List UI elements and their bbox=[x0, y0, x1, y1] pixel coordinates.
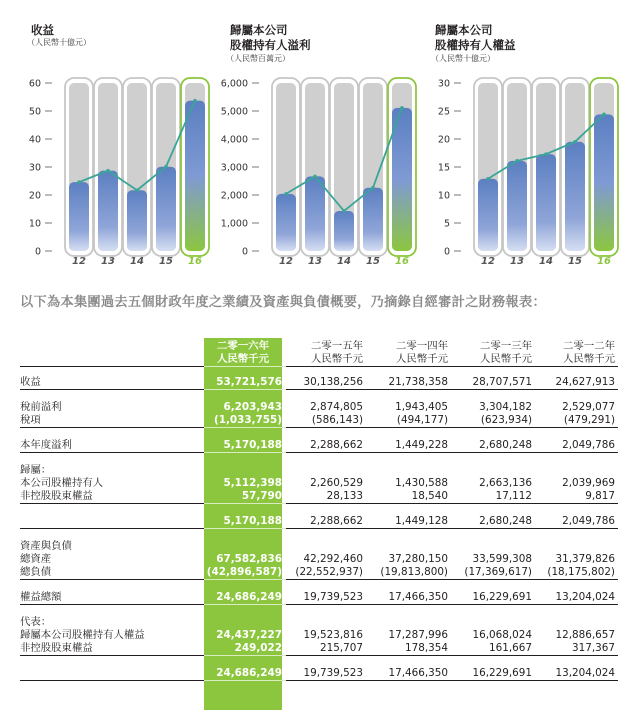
trend-point bbox=[371, 186, 375, 190]
spacer-cell bbox=[535, 580, 618, 592]
y-tick-label: 60 bbox=[28, 78, 41, 90]
spacer-cell bbox=[451, 656, 535, 668]
value-cell: 16,229,691 bbox=[472, 591, 532, 603]
spacer-cell bbox=[366, 529, 451, 541]
value-cell bbox=[204, 540, 286, 553]
x-tick-label: 16 bbox=[395, 256, 409, 267]
spacer-cell bbox=[535, 367, 618, 377]
spacer-cell bbox=[366, 580, 451, 592]
chart-plot bbox=[205, 0, 415, 275]
value-cell: 1,449,128 bbox=[395, 515, 448, 527]
value-cell: 18,540 bbox=[411, 490, 448, 502]
spacer-cell bbox=[451, 367, 535, 377]
spacer-cell bbox=[286, 580, 366, 592]
spacer-cell bbox=[204, 529, 286, 541]
y-tick-label: 15 bbox=[437, 162, 450, 174]
value-cell: 6,203,943 bbox=[223, 401, 282, 413]
spacer-cell bbox=[20, 428, 204, 440]
spacer-cell bbox=[204, 504, 286, 516]
trend-point bbox=[106, 169, 110, 173]
bar-13 bbox=[98, 171, 118, 251]
table-row bbox=[20, 540, 618, 553]
spacer-cell bbox=[286, 656, 366, 668]
value-cell: 17,287,996 bbox=[388, 629, 448, 641]
value-cell: (22,552,937) bbox=[295, 566, 363, 578]
trend-point bbox=[544, 152, 548, 156]
spacer-cell bbox=[535, 504, 618, 516]
y-tick-label: 0 bbox=[241, 246, 248, 258]
y-tick-label: 3,000 bbox=[220, 162, 248, 174]
column-year: 二零一五年 bbox=[311, 340, 363, 352]
value-cell: 2,529,077 bbox=[562, 401, 615, 413]
spacer-cell bbox=[535, 390, 618, 402]
chart-plot bbox=[412, 0, 627, 275]
header-blank bbox=[20, 338, 204, 367]
x-tick-label: 12 bbox=[72, 256, 86, 267]
column-header bbox=[286, 338, 366, 367]
spacer-cell bbox=[286, 453, 366, 465]
intro-paragraph: 以下為本集團過去五個財政年度之業績及資產與負債概要，乃摘錄自經審計之財務報表： bbox=[20, 295, 547, 310]
spacer-cell bbox=[204, 367, 286, 377]
value-cell: 24,437,227 bbox=[216, 629, 282, 641]
row-label bbox=[20, 667, 204, 681]
value-cell: 24,686,249 bbox=[204, 667, 286, 681]
bar-12 bbox=[69, 182, 89, 251]
value-cell: 28,707,571 bbox=[472, 376, 532, 388]
value-cell: 317,367 bbox=[572, 642, 615, 654]
trend-point bbox=[313, 175, 317, 179]
column-unit: 人民幣千元 bbox=[396, 353, 448, 365]
table-header-row bbox=[20, 338, 618, 367]
table-row bbox=[20, 616, 618, 629]
value-cell: 5,170,188 bbox=[223, 515, 282, 527]
value-cell: 2,663,136 bbox=[479, 477, 532, 489]
row-label: 稅項 bbox=[20, 414, 41, 426]
spacer-cell bbox=[366, 656, 451, 668]
spacer-cell bbox=[451, 605, 535, 617]
row-label: 資產與負債 bbox=[20, 540, 72, 552]
value-cell bbox=[535, 540, 618, 553]
bar-13 bbox=[507, 161, 527, 251]
trend-point bbox=[486, 177, 490, 181]
bar-16 bbox=[594, 114, 614, 251]
value-cell bbox=[535, 464, 618, 477]
value-cell bbox=[451, 464, 535, 477]
bar-12 bbox=[478, 179, 498, 251]
value-cell: 16,068,024 bbox=[472, 629, 532, 641]
column-header bbox=[366, 338, 451, 367]
spacer-row bbox=[20, 453, 618, 465]
value-cell: 1,943,405 bbox=[395, 401, 448, 413]
spacer-row bbox=[20, 529, 618, 541]
column-unit: 人民幣千元 bbox=[480, 353, 532, 365]
table-row bbox=[20, 414, 618, 428]
chart-unit: （人民幣十億元） bbox=[431, 54, 495, 63]
x-tick-label: 14 bbox=[539, 256, 553, 267]
y-tick-label: 10 bbox=[437, 190, 450, 202]
column-year: 二零一二年 bbox=[563, 340, 615, 352]
spacer-cell bbox=[451, 428, 535, 440]
bar-15 bbox=[156, 167, 176, 251]
value-cell: 2,288,662 bbox=[310, 439, 363, 451]
row-label: 總負債 bbox=[20, 566, 52, 578]
spacer-row bbox=[20, 605, 618, 617]
table-row bbox=[20, 439, 618, 453]
value-cell: 17,466,350 bbox=[388, 591, 448, 603]
trend-point bbox=[193, 99, 197, 103]
column-year: 二零一四年 bbox=[396, 340, 448, 352]
column-unit: 人民幣千元 bbox=[563, 353, 615, 365]
value-cell: 2,260,529 bbox=[310, 477, 363, 489]
value-cell: (19,813,800) bbox=[380, 566, 448, 578]
column-year: 二零一三年 bbox=[480, 340, 532, 352]
spacer-cell bbox=[535, 529, 618, 541]
bar-14 bbox=[127, 190, 147, 251]
row-label: 本公司股權持有人 bbox=[20, 477, 104, 489]
x-tick-label: 14 bbox=[130, 256, 144, 267]
bar-15 bbox=[363, 188, 383, 251]
table-row bbox=[20, 553, 618, 566]
trend-point bbox=[573, 140, 577, 144]
trend-point bbox=[284, 192, 288, 196]
spacer-cell bbox=[204, 390, 286, 402]
spacer-row bbox=[20, 367, 618, 377]
spacer-cell bbox=[535, 428, 618, 440]
spacer-cell bbox=[366, 453, 451, 465]
value-cell bbox=[451, 616, 535, 629]
spacer-cell bbox=[451, 529, 535, 541]
chart-title: 歸屬本公司 股權持有人溢利 bbox=[230, 23, 311, 52]
row-label: 收益 bbox=[20, 376, 41, 388]
value-cell: 19,739,523 bbox=[286, 667, 366, 681]
value-cell: 67,582,836 bbox=[216, 553, 282, 565]
table-row bbox=[20, 464, 618, 477]
y-tick-label: 40 bbox=[28, 134, 41, 146]
x-tick-label: 15 bbox=[159, 256, 173, 267]
row-label: 代表： bbox=[20, 616, 52, 628]
column-unit: 人民幣千元 bbox=[217, 353, 269, 365]
x-tick-label: 12 bbox=[481, 256, 495, 267]
x-tick-label: 16 bbox=[597, 256, 611, 267]
spacer-cell bbox=[366, 367, 451, 377]
value-cell: (18,175,802) bbox=[547, 566, 615, 578]
row-label: 非控股股東權益 bbox=[20, 642, 93, 654]
value-cell: (42,896,587) bbox=[206, 566, 282, 578]
value-cell: 2,049,786 bbox=[562, 515, 615, 527]
table-row bbox=[20, 566, 618, 580]
value-cell: (494,177) bbox=[396, 414, 448, 426]
column-header bbox=[204, 338, 286, 367]
row-label: 總資產 bbox=[20, 553, 52, 565]
value-cell bbox=[286, 540, 366, 553]
y-tick-label: 5 bbox=[443, 218, 450, 230]
spacer-cell bbox=[286, 529, 366, 541]
x-tick-label: 16 bbox=[188, 256, 202, 267]
table-row bbox=[20, 642, 618, 656]
trend-point bbox=[602, 113, 606, 117]
chart-unit: （人民幣百萬元） bbox=[226, 54, 290, 63]
bar-12 bbox=[276, 194, 296, 251]
value-cell: 12,886,657 bbox=[555, 629, 615, 641]
y-tick-label: 50 bbox=[28, 106, 41, 118]
y-tick-label: 4,000 bbox=[220, 134, 248, 146]
chart-title: 歸屬本公司 股權持有人權益 bbox=[435, 23, 516, 52]
value-cell: 17,466,350 bbox=[366, 667, 451, 681]
y-tick-label: 20 bbox=[437, 134, 450, 146]
table-row bbox=[20, 376, 618, 390]
spacer-cell bbox=[366, 390, 451, 402]
value-cell: (586,143) bbox=[311, 414, 363, 426]
value-cell bbox=[286, 616, 366, 629]
bar-14 bbox=[536, 154, 556, 251]
spacer-cell bbox=[204, 656, 286, 668]
spacer-cell bbox=[286, 390, 366, 402]
trend-point bbox=[77, 180, 81, 184]
value-cell: 28,133 bbox=[326, 490, 363, 502]
value-cell: 19,523,816 bbox=[303, 629, 363, 641]
value-cell: 24,627,913 bbox=[555, 376, 615, 388]
spacer-cell bbox=[366, 504, 451, 516]
column-header bbox=[451, 338, 535, 367]
x-tick-label: 15 bbox=[366, 256, 380, 267]
value-cell: 42,292,460 bbox=[303, 553, 363, 565]
column-header bbox=[535, 338, 618, 367]
spacer-cell bbox=[204, 428, 286, 440]
chart-plot bbox=[0, 0, 210, 275]
spacer-cell bbox=[535, 453, 618, 465]
chart-profit bbox=[205, 0, 415, 275]
bar-14 bbox=[334, 211, 354, 251]
column-unit: 人民幣千元 bbox=[311, 353, 363, 365]
bar-13 bbox=[305, 176, 325, 251]
value-cell: 17,112 bbox=[495, 490, 532, 502]
y-tick-label: 6,000 bbox=[220, 78, 248, 90]
x-tick-label: 13 bbox=[308, 256, 322, 267]
value-cell: 1,430,588 bbox=[395, 477, 448, 489]
value-cell: 30,138,256 bbox=[303, 376, 363, 388]
value-cell: 53,721,576 bbox=[216, 376, 282, 388]
value-cell: 5,112,398 bbox=[223, 477, 282, 489]
spacer-cell bbox=[286, 428, 366, 440]
value-cell: 2,874,805 bbox=[310, 401, 363, 413]
value-cell: (479,291) bbox=[563, 414, 615, 426]
spacer-row bbox=[20, 580, 618, 592]
table-row bbox=[20, 591, 618, 605]
y-tick-label: 30 bbox=[28, 162, 41, 174]
spacer-cell bbox=[20, 605, 204, 617]
spacer-cell bbox=[20, 390, 204, 402]
spacer-cell bbox=[286, 367, 366, 377]
value-cell: 16,229,691 bbox=[451, 667, 535, 681]
spacer-cell bbox=[20, 453, 204, 465]
spacer-cell bbox=[451, 580, 535, 592]
value-cell: 37,280,150 bbox=[388, 553, 448, 565]
spacer-cell bbox=[535, 656, 618, 668]
spacer-cell bbox=[20, 529, 204, 541]
row-label: 稅前溢利 bbox=[20, 401, 62, 413]
value-cell bbox=[204, 616, 286, 629]
spacer-cell bbox=[204, 605, 286, 617]
value-cell bbox=[366, 464, 451, 477]
value-cell: 21,738,358 bbox=[388, 376, 448, 388]
table-row bbox=[20, 629, 618, 642]
spacer-cell bbox=[286, 504, 366, 516]
bar-16 bbox=[185, 101, 205, 251]
column-year: 二零一六年 bbox=[217, 340, 269, 352]
table-row bbox=[20, 490, 618, 504]
spacer-row bbox=[20, 390, 618, 402]
spacer-cell bbox=[451, 453, 535, 465]
spacer-cell bbox=[20, 504, 204, 516]
value-cell: 5,170,188 bbox=[223, 439, 282, 451]
row-label: 權益總額 bbox=[20, 591, 62, 603]
y-tick-label: 2,000 bbox=[220, 190, 248, 202]
value-cell: 57,790 bbox=[241, 490, 282, 502]
row-label: 本年度溢利 bbox=[20, 439, 72, 451]
spacer-cell bbox=[286, 605, 366, 617]
y-tick-label: 30 bbox=[437, 78, 450, 90]
value-cell: 24,686,249 bbox=[216, 591, 282, 603]
value-cell: 2,680,248 bbox=[479, 515, 532, 527]
value-cell bbox=[535, 616, 618, 629]
y-tick-label: 0 bbox=[443, 246, 450, 258]
value-cell: 178,354 bbox=[405, 642, 448, 654]
value-cell bbox=[366, 616, 451, 629]
table-row bbox=[20, 401, 618, 414]
trend-point bbox=[164, 165, 168, 169]
y-tick-label: 20 bbox=[28, 190, 41, 202]
bar-15 bbox=[565, 142, 585, 251]
trend-point bbox=[515, 159, 519, 163]
x-tick-label: 13 bbox=[101, 256, 115, 267]
spacer-row bbox=[20, 504, 618, 516]
x-tick-label: 14 bbox=[337, 256, 351, 267]
trend-point bbox=[400, 106, 404, 110]
value-cell bbox=[286, 464, 366, 477]
value-cell: 33,599,308 bbox=[472, 553, 532, 565]
value-cell: 3,304,182 bbox=[479, 401, 532, 413]
value-cell: 19,739,523 bbox=[303, 591, 363, 603]
value-cell: (623,934) bbox=[480, 414, 532, 426]
spacer-cell bbox=[204, 453, 286, 465]
y-tick-label: 1,000 bbox=[220, 218, 248, 230]
spacer-cell bbox=[20, 367, 204, 377]
table-row bbox=[20, 477, 618, 490]
y-tick-label: 25 bbox=[437, 106, 450, 118]
spacer-cell bbox=[366, 428, 451, 440]
y-tick-label: 0 bbox=[34, 246, 41, 258]
chart-unit: （人民幣十億元） bbox=[27, 38, 91, 47]
value-cell: 161,667 bbox=[489, 642, 532, 654]
row-label: 非控股股東權益 bbox=[20, 490, 93, 502]
spacer-row bbox=[20, 428, 618, 440]
value-cell bbox=[204, 464, 286, 477]
table-row bbox=[20, 515, 618, 529]
table-row bbox=[20, 667, 618, 681]
spacer-cell bbox=[451, 390, 535, 402]
x-tick-label: 12 bbox=[279, 256, 293, 267]
value-cell: 2,039,969 bbox=[562, 477, 615, 489]
spacer-cell bbox=[204, 580, 286, 592]
x-tick-label: 13 bbox=[510, 256, 524, 267]
trend-point bbox=[342, 209, 346, 213]
financial-summary-table bbox=[20, 338, 618, 681]
value-cell: 215,707 bbox=[320, 642, 363, 654]
value-cell: 2,049,786 bbox=[562, 439, 615, 451]
row-label: 歸屬： bbox=[20, 464, 52, 476]
chart-revenue bbox=[0, 0, 210, 275]
value-cell: 31,379,826 bbox=[555, 553, 615, 565]
value-cell bbox=[366, 540, 451, 553]
spacer-row bbox=[20, 656, 618, 668]
value-cell: 2,680,248 bbox=[479, 439, 532, 451]
value-cell: 13,204,024 bbox=[535, 667, 618, 681]
chart-title: 收益 bbox=[31, 23, 54, 37]
value-cell: (17,369,617) bbox=[464, 566, 532, 578]
value-cell: 249,022 bbox=[234, 642, 282, 654]
y-tick-label: 5,000 bbox=[220, 106, 248, 118]
spacer-cell bbox=[20, 656, 204, 668]
spacer-cell bbox=[451, 504, 535, 516]
row-label: 歸屬本公司股權持有人權益 bbox=[20, 629, 145, 641]
spacer-cell bbox=[20, 580, 204, 592]
value-cell: (1,033,755) bbox=[213, 414, 282, 426]
value-cell: 13,204,024 bbox=[555, 591, 615, 603]
y-tick-label: 10 bbox=[28, 218, 41, 230]
value-cell: 1,449,228 bbox=[395, 439, 448, 451]
value-cell bbox=[451, 540, 535, 553]
row-label bbox=[20, 515, 204, 529]
chart-equity bbox=[412, 0, 627, 275]
value-cell: 9,817 bbox=[585, 490, 615, 502]
x-tick-label: 15 bbox=[568, 256, 582, 267]
trend-point bbox=[135, 188, 139, 192]
spacer-cell bbox=[535, 605, 618, 617]
spacer-cell bbox=[366, 605, 451, 617]
value-cell: 2,288,662 bbox=[310, 515, 363, 527]
